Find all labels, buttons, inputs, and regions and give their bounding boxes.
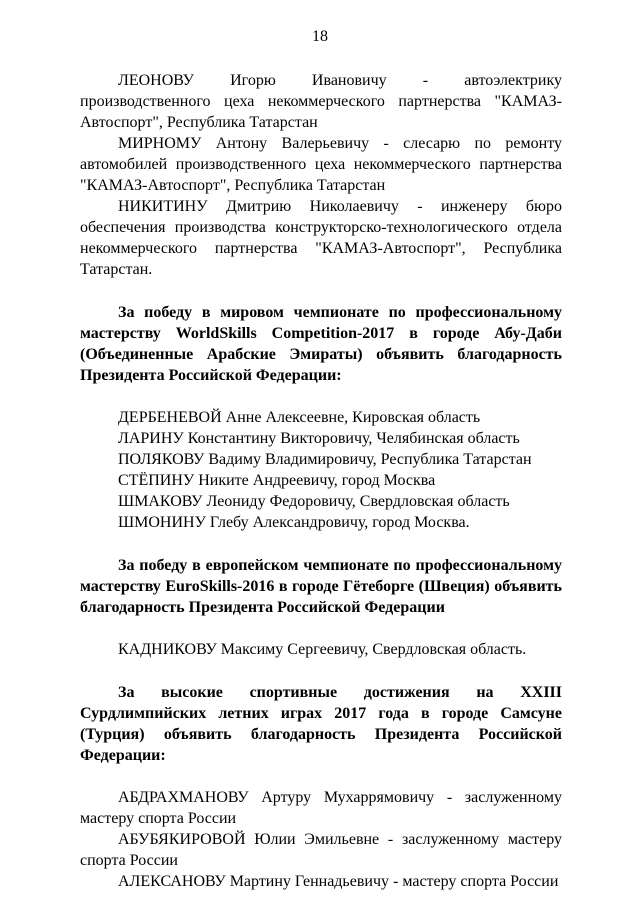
award-paragraph-nikitin: НИКИТИНУ Дмитрию Николаевичу - инженеру бюро обеспечения производства конструкторско-технологического отдела некоммерческого партнерства "КАМАЗ-Автоспорт", Республика Татарстан. — [80, 198, 562, 278]
spacer — [80, 280, 562, 302]
spacer — [80, 533, 562, 555]
page-number: 18 — [312, 28, 328, 45]
worldskills-heading: За победу в мировом чемпионате по профессиональному мастерству WorldSkills Competition-2017 в городе Абу-Даби (Объединенные Арабские Эмираты) объявить благодарность Президента Российской Федерации: — [80, 304, 562, 384]
award-paragraph-abubyakirova: АБУБЯКИРОВОЙ Юлии Эмильевне - заслуженному мастеру спорта России — [80, 831, 562, 869]
award-paragraph-mirnov: МИРНОМУ Антону Валерьевичу - слесарю по ремонту автомобилей производственного цеха некоммерческого партнерства "КАМАЗ-Автоспорт", Республика Татарстан — [80, 135, 562, 194]
spacer — [80, 766, 562, 787]
euroskills-heading: За победу в европейском чемпионате по профессиональному мастерству EuroSkills-2016 в городе Гётеборге (Швеция) объявить благодарность Президента Российской Федерации — [80, 557, 562, 616]
award-paragraph-abdrakhmanov: АБДРАХМАНОВУ Артуру Мухаррямовичу - заслуженному мастеру спорта России — [80, 789, 562, 827]
award-paragraph-aleksanov: АЛЕКСАНОВУ Мартину Геннадьевичу - мастеру спорта России — [118, 873, 559, 890]
spacer — [80, 386, 562, 407]
list-item: ЛАРИНУ Константину Викторовичу, Челябинская область — [118, 430, 520, 447]
list-item: ШМОНИНУ Глебу Александровичу, город Москва. — [118, 514, 470, 531]
deaflympics-heading: За высокие спортивные достижения на XXIII Сурдлимпийских летних играх 2017 года в городе Самсуне (Турция) объявить благодарность Президента Российской Федерации: — [80, 684, 562, 764]
spacer — [80, 660, 562, 682]
document-body — [80, 70, 562, 892]
list-item: ДЕРБЕНЕВОЙ Анне Алексеевне, Кировская область — [118, 409, 481, 426]
list-item: ШМАКОВУ Леониду Федоровичу, Свердловская область — [118, 493, 510, 510]
list-item: СТЁПИНУ Никите Андреевичу, город Москва — [118, 472, 436, 489]
award-paragraph-leonov: ЛЕОНОВУ Игорю Ивановичу - автоэлектрику производственного цеха некоммерческого партнерства "КАМАЗ-Автоспорт", Республика Татарстан — [80, 72, 562, 131]
list-item: ПОЛЯКОВУ Вадиму Владимировичу, Республика Татарстан — [118, 451, 532, 468]
spacer — [80, 618, 562, 639]
list-item: КАДНИКОВУ Максиму Сергеевичу, Свердловская область. — [118, 641, 527, 658]
